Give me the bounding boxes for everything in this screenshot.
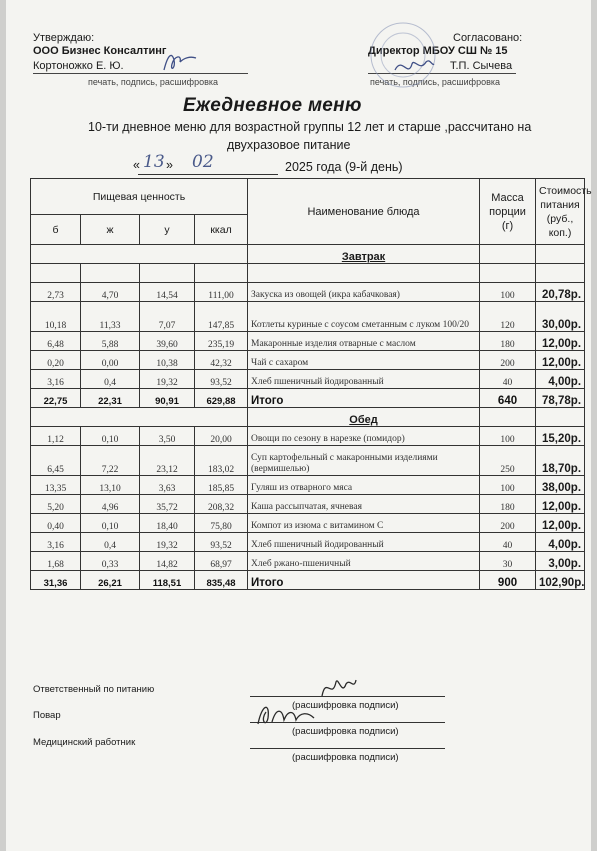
cell-u: 14,82 xyxy=(140,552,195,571)
cell-b: 0,20 xyxy=(31,351,81,370)
cell-b: 5,20 xyxy=(31,495,81,514)
cell-kcal: 147,85 xyxy=(195,302,248,332)
sig-medic-line xyxy=(250,748,445,749)
breakfast-total-row xyxy=(31,389,585,408)
cell-u: 3,50 xyxy=(140,427,195,446)
cell-u: 39,60 xyxy=(140,332,195,351)
table-row xyxy=(31,495,585,514)
date-open-quote: « xyxy=(133,158,140,172)
cell-price: 12,00р. xyxy=(536,514,585,533)
cell-mass: 40 xyxy=(480,533,536,552)
head-nutrition: Пищевая ценность xyxy=(31,179,248,215)
approve-person: Кортоножко Е. Ю. xyxy=(33,60,124,72)
head-zh: ж xyxy=(81,215,140,245)
cell-kcal: 208,32 xyxy=(195,495,248,514)
cell-mass: 100 xyxy=(480,427,536,446)
cell-kcal: 235,19 xyxy=(195,332,248,351)
doc-title: Ежедневное меню xyxy=(183,95,362,116)
cell-zh: 4,96 xyxy=(81,495,140,514)
cell-zh: 0,33 xyxy=(81,552,140,571)
cell-mass: 30 xyxy=(480,552,536,571)
total-label: Итого xyxy=(248,389,480,408)
cell-dish-name: Хлеб пшеничный йодированный xyxy=(248,370,480,389)
breakfast-rows xyxy=(31,283,585,389)
cell-zh: 0,10 xyxy=(81,514,140,533)
table-row xyxy=(31,302,585,332)
table-row xyxy=(31,427,585,446)
cell-mass: 200 xyxy=(480,351,536,370)
cook-signature xyxy=(252,698,322,730)
cell-u: 18,40 xyxy=(140,514,195,533)
sig-cook-label: Повар xyxy=(33,710,61,721)
cell-zh: 13,10 xyxy=(81,476,140,495)
subtitle-line2: двухразовое питание xyxy=(227,138,351,152)
total-zh: 22,31 xyxy=(81,389,140,408)
table-row xyxy=(31,351,585,370)
table-row xyxy=(31,370,585,389)
total-label: Итого xyxy=(248,571,480,590)
cell-dish-name: Чай с сахаром xyxy=(248,351,480,370)
cell-zh: 0,4 xyxy=(81,533,140,552)
total-kcal: 835,48 xyxy=(195,571,248,590)
cell-b: 2,73 xyxy=(31,283,81,302)
table-row xyxy=(31,552,585,571)
date-text: 2025 года (9-й день) xyxy=(285,160,403,174)
cell-dish-name: Хлеб ржано-пшеничный xyxy=(248,552,480,571)
date-day: 13 xyxy=(143,152,165,172)
cell-dish-name: Суп картофельный с макаронными изделиями (вермишелью) xyxy=(248,446,480,476)
sig-medic-label: Медицинский работник xyxy=(33,737,136,748)
table-row xyxy=(31,332,585,351)
cell-price: 30,00р. xyxy=(536,302,585,332)
responsible-signature xyxy=(318,672,358,702)
cell-price: 12,00р. xyxy=(536,495,585,514)
cell-mass: 100 xyxy=(480,476,536,495)
total-mass: 640 xyxy=(480,389,536,408)
cell-zh: 11,33 xyxy=(81,302,140,332)
sig-responsible-caption: (расшифровка подписи) xyxy=(292,700,399,711)
cell-zh: 5,88 xyxy=(81,332,140,351)
cell-kcal: 68,97 xyxy=(195,552,248,571)
date-close-quote: » xyxy=(166,158,173,172)
approve-org: ООО Бизнес Консалтинг xyxy=(33,45,167,57)
cell-u: 14,54 xyxy=(140,283,195,302)
cell-dish-name: Гуляш из отварного мяса xyxy=(248,476,480,495)
head-name: Наименование блюда xyxy=(248,179,480,245)
cell-zh: 0,10 xyxy=(81,427,140,446)
cell-zh: 7,22 xyxy=(81,446,140,476)
date-month: 02 xyxy=(192,152,214,172)
cell-dish-name: Макаронные изделия отварные с маслом xyxy=(248,332,480,351)
sig-responsible-label: Ответственный по питанию xyxy=(33,684,155,695)
total-price: 78,78р. xyxy=(536,389,585,408)
cell-price: 18,70р. xyxy=(536,446,585,476)
table-row xyxy=(31,533,585,552)
cell-kcal: 93,52 xyxy=(195,370,248,389)
agree-person: Т.П. Сычева xyxy=(450,60,513,72)
subtitle-line1: 10-ти дневное меню для возрастной группы 12 лет и старше ,рассчитано на xyxy=(88,120,532,134)
head-price: Стоимость питания (руб., коп.) xyxy=(536,179,585,245)
cell-u: 10,38 xyxy=(140,351,195,370)
cell-mass: 100 xyxy=(480,283,536,302)
head-b: б xyxy=(31,215,81,245)
total-b: 31,36 xyxy=(31,571,81,590)
approve-title: Утверждаю: xyxy=(33,32,95,44)
lunch-section-row xyxy=(31,408,585,427)
menu-table xyxy=(30,178,592,590)
total-mass: 900 xyxy=(480,571,536,590)
cell-b: 0,40 xyxy=(31,514,81,533)
cell-price: 12,00р. xyxy=(536,351,585,370)
lunch-total-row xyxy=(31,571,585,590)
head-kcal: ккал xyxy=(195,215,248,245)
cell-b: 3,16 xyxy=(31,533,81,552)
cell-b: 1,12 xyxy=(31,427,81,446)
cell-kcal: 42,32 xyxy=(195,351,248,370)
cell-kcal: 111,00 xyxy=(195,283,248,302)
cell-b: 6,48 xyxy=(31,332,81,351)
head-mass: Масса порции (г) xyxy=(480,179,536,245)
approve-line xyxy=(33,73,248,74)
cell-u: 19,32 xyxy=(140,370,195,389)
head-u: у xyxy=(140,215,195,245)
cell-price: 15,20р. xyxy=(536,427,585,446)
cell-mass: 40 xyxy=(480,370,536,389)
cell-zh: 0,00 xyxy=(81,351,140,370)
sig-medic-caption: (расшифровка подписи) xyxy=(292,752,399,763)
cell-u: 19,32 xyxy=(140,533,195,552)
cell-price: 38,00р. xyxy=(536,476,585,495)
cell-kcal: 75,80 xyxy=(195,514,248,533)
cell-b: 3,16 xyxy=(31,370,81,389)
total-u: 118,51 xyxy=(140,571,195,590)
cell-zh: 0,4 xyxy=(81,370,140,389)
approve-caption: печать, подпись, расшифровка xyxy=(88,77,219,87)
cell-kcal: 183,02 xyxy=(195,446,248,476)
agree-signature xyxy=(392,52,436,82)
cell-mass: 180 xyxy=(480,332,536,351)
cell-price: 12,00р. xyxy=(536,332,585,351)
cell-mass: 250 xyxy=(480,446,536,476)
cell-kcal: 20,00 xyxy=(195,427,248,446)
cell-u: 35,72 xyxy=(140,495,195,514)
agree-org: Директор МБОУ СШ № 15 xyxy=(368,45,508,57)
cell-dish-name: Каша рассыпчатая, ячневая xyxy=(248,495,480,514)
cell-dish-name: Хлеб пшеничный йодированный xyxy=(248,533,480,552)
total-zh: 26,21 xyxy=(81,571,140,590)
total-kcal: 629,88 xyxy=(195,389,248,408)
total-price: 102,90р. xyxy=(536,571,585,590)
cell-price: 4,00р. xyxy=(536,533,585,552)
cell-b: 13,35 xyxy=(31,476,81,495)
lunch-label: Обед xyxy=(248,408,480,427)
total-b: 22,75 xyxy=(31,389,81,408)
cell-dish-name: Компот из изюма с витамином С xyxy=(248,514,480,533)
cell-dish-name: Закуска из овощей (икра кабачковая) xyxy=(248,283,480,302)
total-u: 90,91 xyxy=(140,389,195,408)
approve-signature xyxy=(160,48,200,76)
cell-zh: 4,70 xyxy=(81,283,140,302)
cell-mass: 200 xyxy=(480,514,536,533)
cell-price: 20,78р. xyxy=(536,283,585,302)
agree-title: Согласовано: xyxy=(453,32,523,44)
cell-u: 23,12 xyxy=(140,446,195,476)
breakfast-section-row xyxy=(31,245,585,264)
cell-kcal: 93,52 xyxy=(195,533,248,552)
cell-b: 10,18 xyxy=(31,302,81,332)
lunch-rows xyxy=(31,427,585,571)
table-row xyxy=(31,446,585,476)
date-underline xyxy=(138,174,278,175)
cell-dish-name: Овощи по сезону в нарезке (помидор) xyxy=(248,427,480,446)
agree-caption: печать, подпись, расшифровка xyxy=(370,77,501,87)
cell-mass: 180 xyxy=(480,495,536,514)
cell-price: 3,00р. xyxy=(536,552,585,571)
spacer-row xyxy=(31,264,585,283)
cell-price: 4,00р. xyxy=(536,370,585,389)
breakfast-label: Завтрак xyxy=(248,245,480,264)
table-row xyxy=(31,476,585,495)
table-row xyxy=(31,283,585,302)
cell-mass: 120 xyxy=(480,302,536,332)
header-row-1 xyxy=(31,179,585,215)
sig-cook-caption: (расшифровка подписи) xyxy=(292,726,399,737)
cell-kcal: 185,85 xyxy=(195,476,248,495)
cell-b: 1,68 xyxy=(31,552,81,571)
cell-u: 7,07 xyxy=(140,302,195,332)
table-row xyxy=(31,514,585,533)
cell-b: 6,45 xyxy=(31,446,81,476)
cell-dish-name: Котлеты куриные с соусом сметанным с луком 100/20 xyxy=(248,302,480,332)
cell-u: 3,63 xyxy=(140,476,195,495)
